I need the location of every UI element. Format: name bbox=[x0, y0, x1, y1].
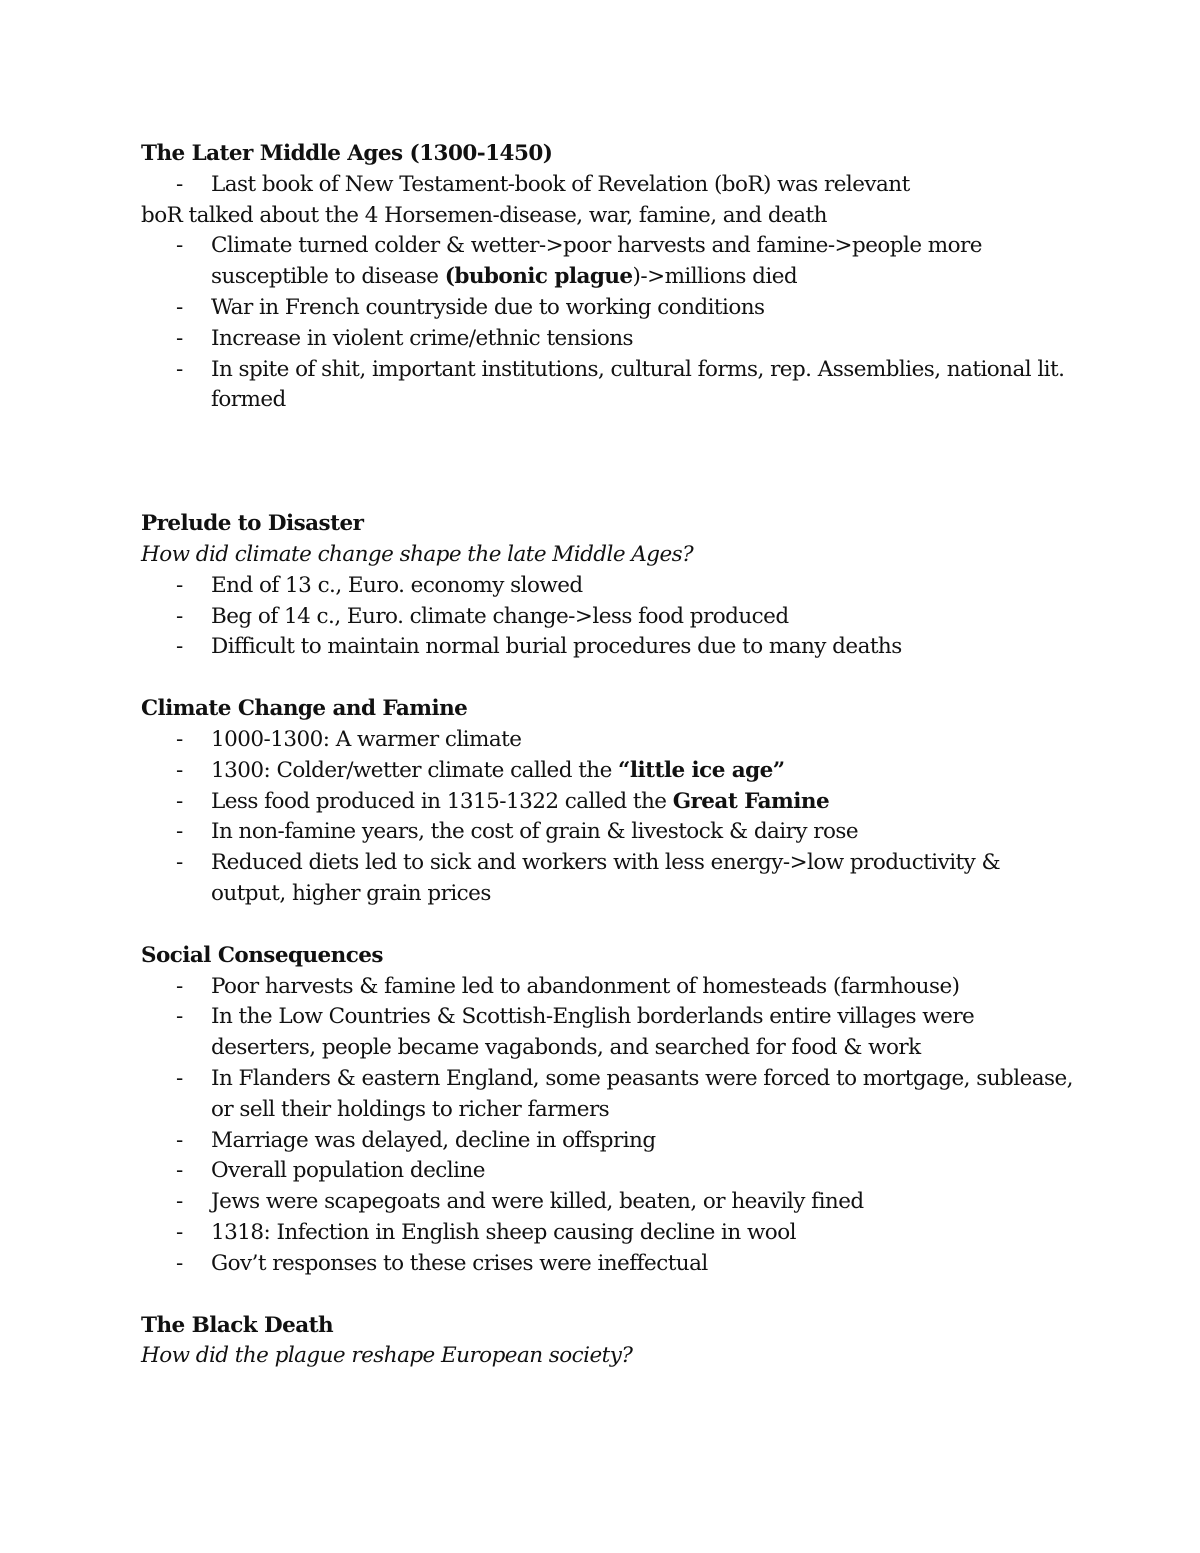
section-heading: Social Consequences bbox=[141, 942, 383, 968]
bullet-item bbox=[141, 231, 1081, 293]
bullet-list bbox=[141, 571, 1081, 663]
spacer bbox=[141, 416, 1081, 509]
bullet-item bbox=[141, 787, 1081, 818]
dash-marker: - bbox=[176, 356, 183, 382]
bullet-text-tail: )->millions died bbox=[632, 264, 798, 290]
bullet-text: In spite of shit, important institutions, cultural forms, rep. Assemblies, national lit. formed bbox=[211, 356, 1065, 413]
bullet-text: 1000-1300: A warmer climate bbox=[211, 726, 522, 752]
dash-marker: - bbox=[176, 726, 183, 752]
bullet-text: In non-famine years, the cost of grain & livestock & dairy rose bbox=[211, 819, 859, 845]
bullet-text: Less food produced in 1315-1322 called the bbox=[211, 788, 673, 814]
bullet-item bbox=[141, 355, 1081, 417]
bullet-text: Jews were scapegoats and were killed, beaten, or heavily fined bbox=[211, 1189, 864, 1215]
spacer bbox=[141, 1280, 1081, 1311]
bullet-item bbox=[141, 170, 1081, 201]
dash-marker: - bbox=[176, 850, 183, 876]
dash-marker: - bbox=[176, 294, 183, 320]
bullet-item bbox=[141, 817, 1081, 848]
dash-marker: - bbox=[176, 1065, 183, 1091]
notes-content bbox=[141, 139, 1081, 1372]
bullet-text: Marriage was delayed, decline in offspring bbox=[211, 1127, 656, 1153]
dash-marker: - bbox=[176, 325, 183, 351]
bullet-item bbox=[141, 1218, 1081, 1249]
dash-marker: - bbox=[176, 757, 183, 783]
bullet-item bbox=[141, 571, 1081, 602]
section-question: How did climate change shape the late Middle Ages? bbox=[141, 541, 694, 567]
bullet-text: Beg of 14 c., Euro. climate change->less food produced bbox=[211, 603, 789, 629]
bullet-item bbox=[141, 1002, 1081, 1064]
dash-marker: - bbox=[176, 1189, 183, 1215]
dash-marker: - bbox=[176, 1158, 183, 1184]
bullet-text: War in French countryside due to working conditions bbox=[211, 294, 765, 320]
bullet-item bbox=[141, 1156, 1081, 1187]
bullet-item bbox=[141, 756, 1081, 787]
bullet-text: Poor harvests & famine led to abandonment of homesteads (farmhouse) bbox=[211, 973, 960, 999]
dash-marker: - bbox=[176, 973, 183, 999]
bullet-emphasis: “little ice age” bbox=[618, 757, 785, 783]
bullet-emphasis: (bubonic plague bbox=[444, 264, 633, 290]
bullet-text: In Flanders & eastern England, some peasants were forced to mortgage, sublease, or sell their holdings to richer farmers bbox=[211, 1065, 1073, 1122]
dash-marker: - bbox=[176, 572, 183, 598]
bullet-item bbox=[141, 324, 1081, 355]
section-climate-change-and-famine bbox=[141, 694, 1081, 910]
bullet-text: Gov’t responses to these crises were ineffectual bbox=[211, 1250, 708, 1276]
bullet-text: Last book of New Testament-book of Revelation (boR) was relevant bbox=[211, 171, 910, 197]
spacer bbox=[141, 663, 1081, 694]
dash-marker: - bbox=[176, 1250, 183, 1276]
bullet-emphasis: Great Famine bbox=[672, 788, 830, 814]
bullet-list bbox=[141, 725, 1081, 910]
bullet-text: Climate turned colder & wetter->poor harvests and famine->people more susceptible to disease bbox=[211, 233, 982, 290]
bullet-item bbox=[141, 1249, 1081, 1280]
section-heading: The Black Death bbox=[141, 1312, 334, 1338]
spacer bbox=[141, 910, 1081, 941]
dash-marker: - bbox=[176, 233, 183, 259]
dash-marker: - bbox=[176, 634, 183, 660]
bullet-text: Reduced diets led to sick and workers with less energy->low productivity & output, higher grain prices bbox=[211, 850, 1001, 906]
dash-marker: - bbox=[176, 603, 183, 629]
dash-marker: - bbox=[176, 819, 183, 845]
bullet-item bbox=[141, 725, 1081, 756]
bullet-text: End of 13 c., Euro. economy slowed bbox=[211, 572, 583, 598]
section-prelude-to-disaster bbox=[141, 509, 1081, 663]
section-heading: The Later Middle Ages (1300-1450) bbox=[141, 141, 553, 166]
bullet-item bbox=[141, 1187, 1081, 1218]
dash-marker: - bbox=[176, 171, 183, 197]
bullet-list bbox=[141, 972, 1081, 1280]
section-question: How did the plague reshape European society? bbox=[141, 1343, 633, 1369]
dash-marker: - bbox=[176, 1127, 183, 1153]
bullet-text: In the Low Countries & Scottish-English borderlands entire villages were deserters, people became vagabonds, and searched for food & work bbox=[211, 1004, 975, 1061]
body-line: boR talked about the 4 Horsemen-disease, war, famine, and death bbox=[141, 202, 827, 228]
bullet-text: Overall population decline bbox=[211, 1158, 485, 1184]
bullet-item bbox=[141, 602, 1081, 633]
bullet-text: 1300: Colder/wetter climate called the bbox=[211, 757, 619, 783]
bullet-item bbox=[141, 632, 1081, 663]
bullet-text: Difficult to maintain normal burial procedures due to many deaths bbox=[211, 634, 902, 660]
bullet-text: Increase in violent crime/ethnic tensions bbox=[211, 325, 633, 351]
dash-marker: - bbox=[176, 1219, 183, 1245]
bullet-item bbox=[141, 293, 1081, 324]
bullet-text: 1318: Infection in English sheep causing decline in wool bbox=[211, 1219, 796, 1245]
bullet-item bbox=[141, 848, 1081, 910]
bullet-item bbox=[141, 972, 1081, 1003]
section-social-consequences bbox=[141, 941, 1081, 1280]
section-later-middle-ages bbox=[141, 139, 1081, 416]
section-heading: Climate Change and Famine bbox=[141, 696, 468, 722]
section-black-death bbox=[141, 1311, 1081, 1373]
bullet-list bbox=[141, 170, 1081, 201]
bullet-item bbox=[141, 1064, 1081, 1126]
bullet-item bbox=[141, 1126, 1081, 1157]
section-heading: Prelude to Disaster bbox=[141, 511, 364, 537]
dash-marker: - bbox=[176, 1004, 183, 1030]
dash-marker: - bbox=[176, 788, 183, 814]
bullet-list bbox=[141, 231, 1081, 416]
